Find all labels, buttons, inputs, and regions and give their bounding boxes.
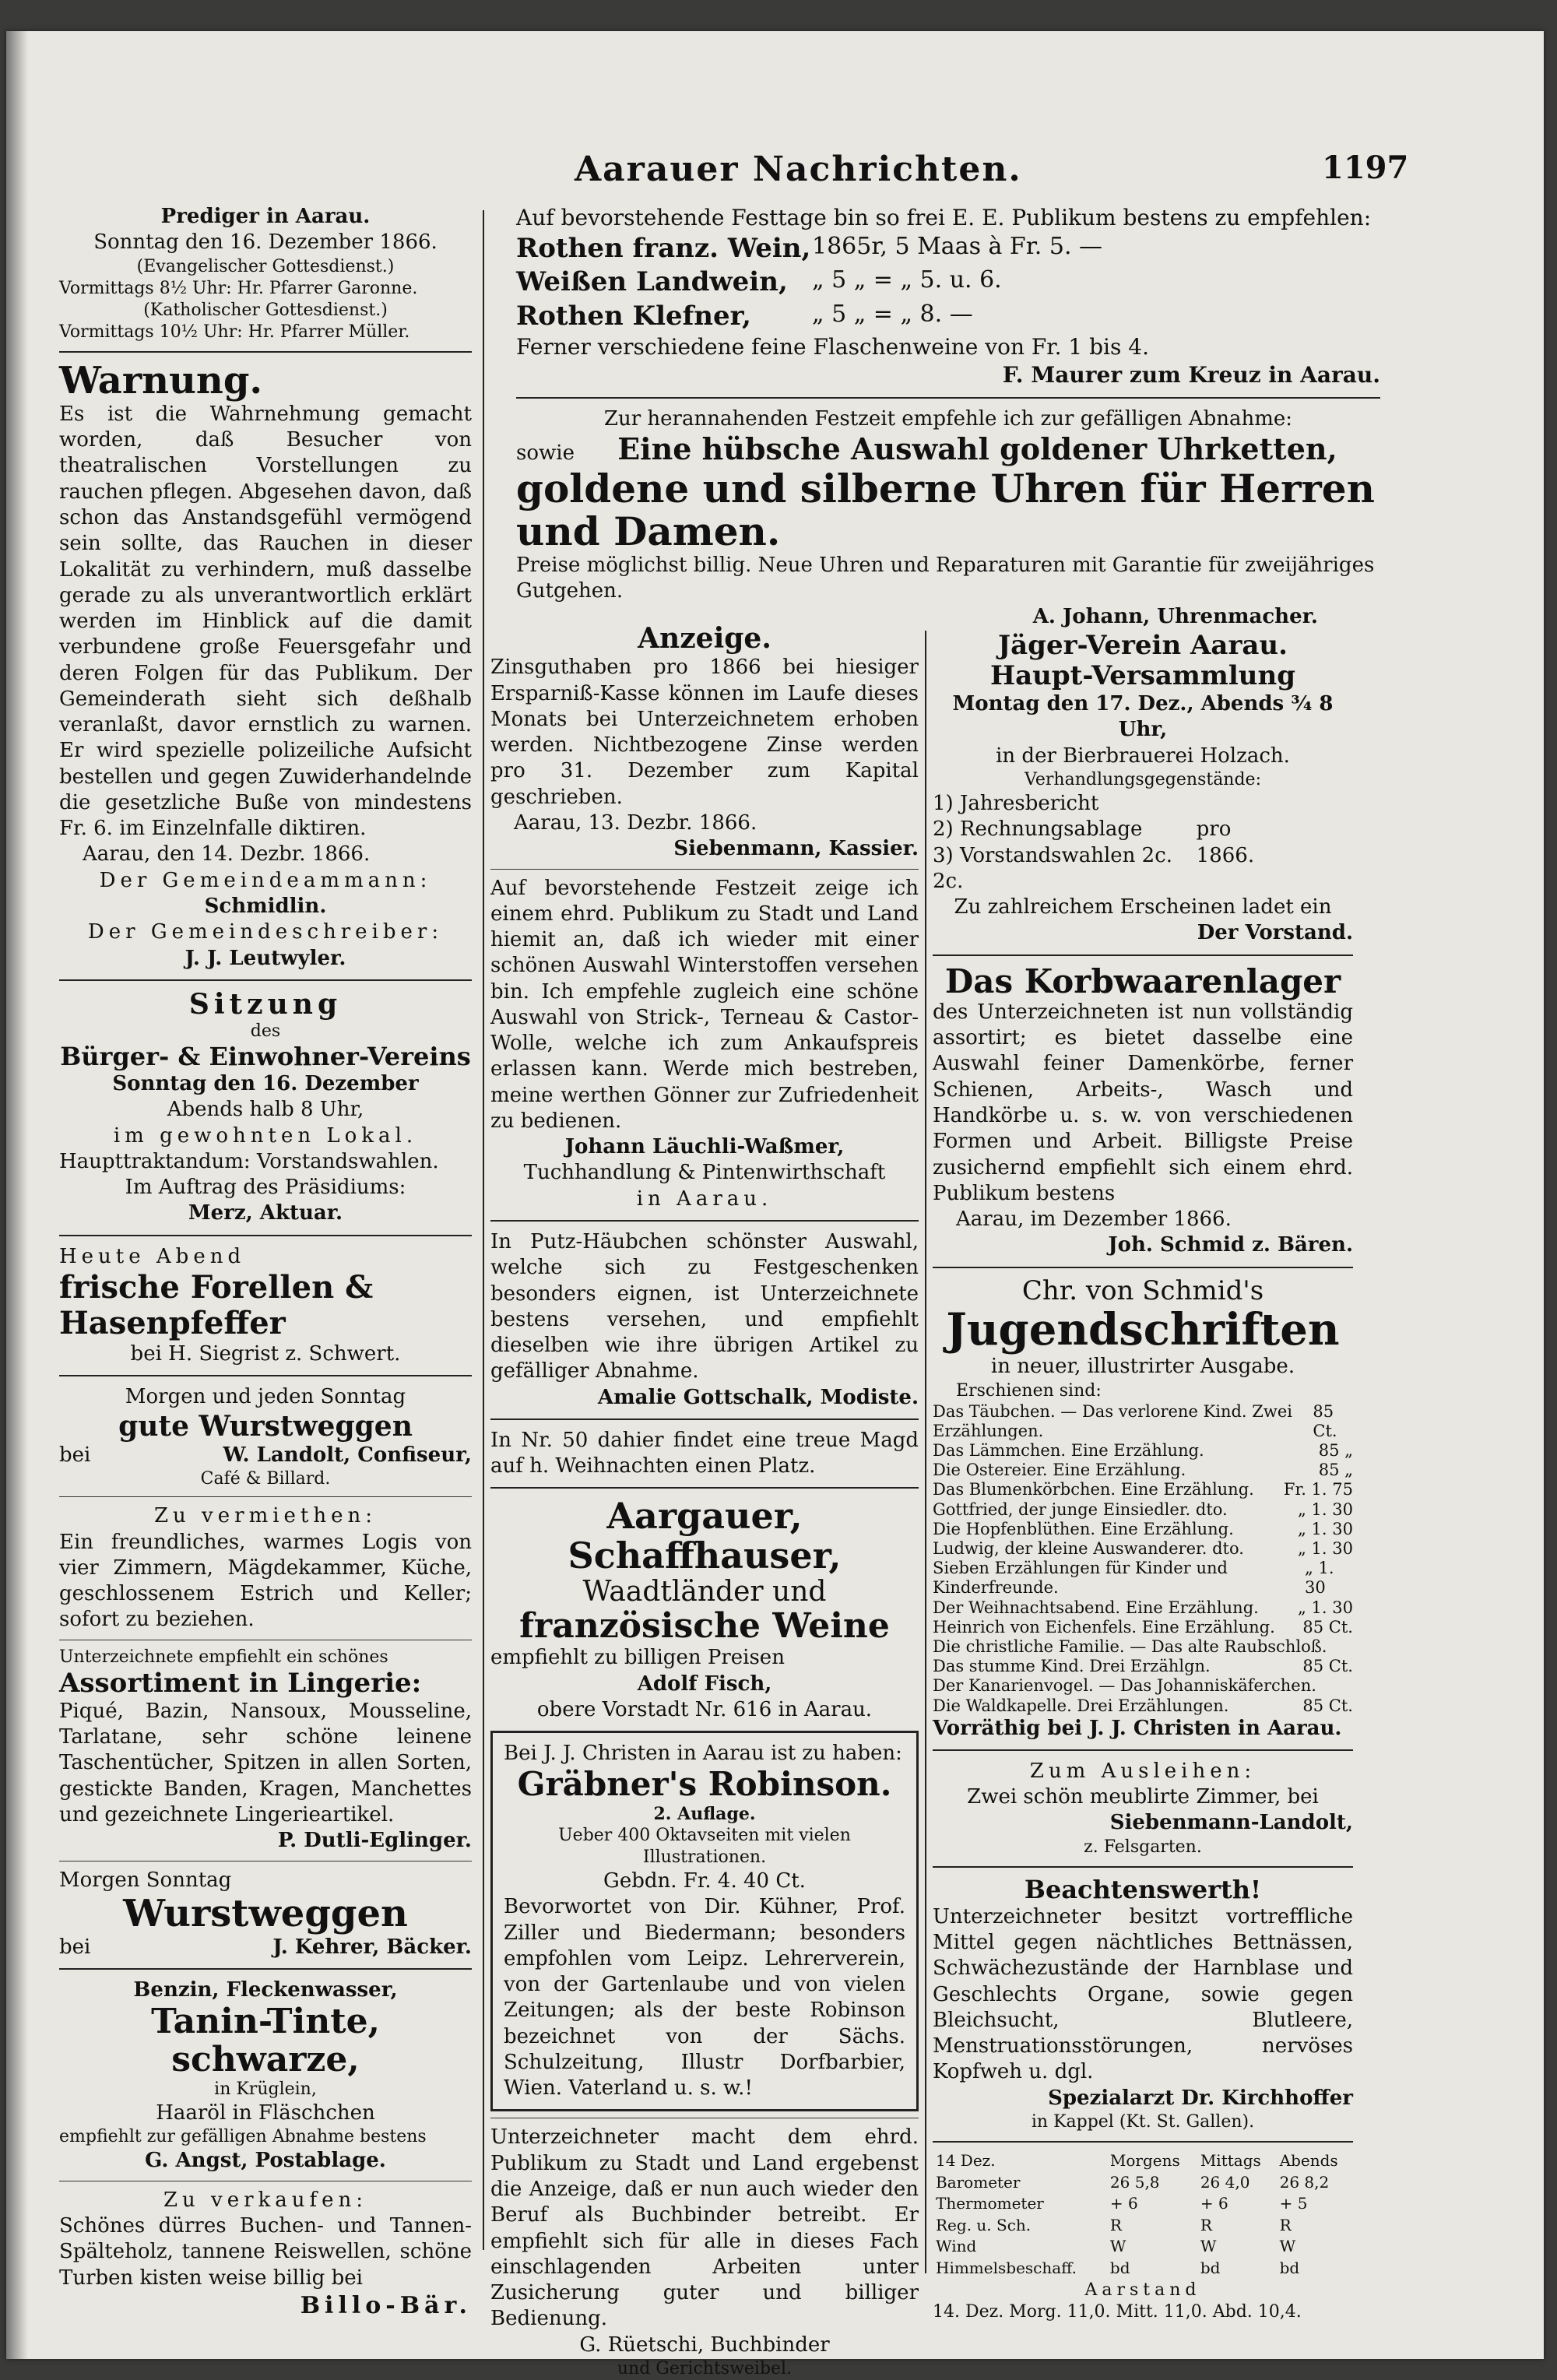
prediger-date: Sonntag den 16. Dezember 1866.	[93, 230, 438, 255]
weine-sign: Adolf Fisch,	[637, 1672, 772, 1696]
korb-date: Aarau, im Dezember 1866.	[956, 1208, 1232, 1232]
sitzung-date: Sonntag den 16. Dezember	[112, 1072, 419, 1096]
divider	[59, 1375, 472, 1376]
benzin-sign: G. Angst, Postablage.	[145, 2149, 386, 2173]
column-rule-1	[483, 210, 484, 2250]
forellen-heading: frische Forellen & Hasenpfeffer	[59, 1269, 374, 1341]
warnung-name1: Schmidlin.	[204, 895, 327, 918]
divider	[59, 1496, 472, 1497]
wein-sign: F. Maurer zum Kreuz in Aarau.	[1002, 362, 1380, 388]
wein-name: Rothen franz. Wein,	[516, 232, 811, 264]
divider	[490, 869, 919, 870]
benzin-line5: empfiehlt zur gefälligen Abnahme bestens	[59, 2127, 427, 2147]
anzeige-sign: Siebenmann, Kassier.	[673, 837, 919, 861]
divider	[59, 1968, 472, 1970]
table-row: Barometer 26 5,8 26 4,0 26 8,2	[936, 2172, 1330, 2192]
list-item: Gottfried, der junge Einsiedler. dto. „ 1. 30	[933, 1499, 1353, 1519]
jugend-erschienen: Erschienen sind:	[956, 1380, 1102, 1401]
lingerie-heading: Assortiment in Lingerie:	[59, 1667, 422, 1699]
jugend-sign: Vorräthig bei J. J. Christen in Aarau.	[933, 1716, 1342, 1740]
forellen-sign: bei H. Siegrist z. Schwert.	[130, 1342, 401, 1366]
uhren-intro: Zur herannahenden Festzeit empfehle ich zur gefälligen Abnahme:	[603, 407, 1293, 431]
list-item: Das stumme Kind. Drei Erzählgn. 85 Ct.	[933, 1657, 1353, 1676]
anzeige-heading: Anzeige.	[638, 622, 771, 655]
korb-text: des Unterzeichneten ist nun vollständig assortirt; es bietet dasselbe eine Auswahl feiner Damenkörbe, ferner Schienen, Arbeits-, Wasch und Handkörbe u. s. w. von verschiedenen Formen und Arbeit. Billigste Preise zusichernd empfiehlt sich einem ehrd. Publikum bestens	[933, 1000, 1353, 1205]
buchbinder-sign1: G. Rüetschi, Buchbinder	[579, 2333, 830, 2357]
jaeger-date: Montag den 17. Dez., Abends ¾ 8 Uhr,	[952, 692, 1334, 742]
jaeger-heading: Jäger-Verein Aarau.	[998, 630, 1288, 661]
wurst1-name: W. Landolt, Confiseur,	[223, 1443, 472, 1467]
sitzung-place: im gewohnten Lokal.	[113, 1123, 418, 1148]
weine-line2: Waadtländer und	[582, 1575, 827, 1608]
warnung-place-date: Aarau, den 14. Dezbr. 1866.	[83, 842, 371, 867]
beachtens-sign: Spezialarzt Dr. Kirchhoffer	[1048, 2086, 1353, 2110]
table-row: Wind W W W	[936, 2237, 1296, 2256]
wein-row	[516, 232, 1380, 266]
list-item: Die christliche Familie. — Das alte Raubschloß.	[933, 1636, 1327, 1656]
list-item: Das Lämmchen. Eine Erzählung. 85 „	[933, 1441, 1353, 1461]
weine-address: obere Vorstadt Nr. 616 in Aarau.	[536, 1697, 873, 1721]
benzin-line1: Benzin, Fleckenwasser,	[133, 1977, 398, 2002]
ausleihen-sign: Siebenmann-Landolt,	[1109, 1811, 1353, 1835]
list-item: Der Kanarienvogel. — Das Johanniskäferchen.	[933, 1676, 1316, 1696]
jaeger-topic: 3) Vorstandswahlen 2c. 2c.	[933, 843, 1173, 893]
wein-name: Weißen Landwein,	[516, 266, 788, 298]
robinson-heading: Gräbner's Robinson.	[517, 1765, 892, 1804]
warnung-role2: Der Gemeindeschreiber:	[87, 920, 444, 944]
benzin-heading: Tanin-Tinte, schwarze,	[151, 2002, 380, 2079]
wein-detail: „ 5 „ = „ 8. —	[812, 300, 973, 328]
sitzung-heading: Sitzung	[188, 987, 343, 1021]
jaeger-topic: 1) Jahresbericht	[933, 792, 1099, 816]
ausleihen-heading: Zum Ausleihen:	[1029, 1759, 1256, 1783]
divider	[490, 1487, 919, 1489]
warnung-name2: J. J. Leutwyler.	[185, 946, 346, 970]
jaeger-pro: pro 1866.	[1196, 817, 1255, 867]
list-item: Das Blumenkörbchen. Eine Erzählung. Fr. 1. 75	[933, 1480, 1353, 1499]
wurst1-bei: bei	[59, 1443, 91, 1467]
sitzung-verein: Bürger- & Einwohner-Vereins	[60, 1042, 471, 1072]
robinson-price: Gebdn. Fr. 4. 40 Ct.	[603, 1869, 806, 1893]
newspaper-title: Aarauer Nachrichten.	[575, 149, 1022, 189]
list-item: Das Täubchen. — Das verlorene Kind. Zwei Erzählungen. 85 Ct.	[933, 1401, 1337, 1440]
verkaufen-text: Schönes dürres Buchen- und Tannen-Spälteholz, tannene Reiswellen, schöne Turben kisten weise billig bei	[59, 2214, 472, 2290]
divider	[490, 1220, 919, 1222]
sitzung-des: des	[250, 1021, 281, 1042]
divider	[933, 954, 1353, 956]
laeuchli-sign2: Tuchhandlung & Pintenwirthschaft	[523, 1161, 886, 1185]
page-gutter	[6, 31, 28, 2359]
lingerie-text: Piqué, Bazin, Nansoux, Mousseline, Tarlatane, sehr schöne leinene Taschentücher, Spitzen in allen Sorten, gestickte Banden, Kragen, Manchettes und gezeichnete Lingerieartikel.	[59, 1699, 472, 1826]
warnung-role1: Der Gemeindeammann:	[99, 868, 432, 892]
weine-line4: empfiehlt zu billigen Preisen	[490, 1646, 785, 1670]
weather-footer: 14. Dez. Morg. 11,0. Mitt. 11,0. Abd. 10,4.	[933, 2301, 1302, 2322]
laeuchli-sign1: Johann Läuchli-Waßmer,	[564, 1135, 845, 1159]
wein-intro: Auf bevorstehende Festtage bin so frei E. E. Publikum bestens zu empfehlen:	[516, 205, 1372, 230]
uhren-sowie: sowie	[516, 441, 575, 466]
verkaufen-heading: Zu verkaufen:	[163, 2188, 368, 2212]
putz-text: In Putz-Häubchen schönster Auswahl, welche sich zu Festgeschenken besonders eignen, ist Unterzeichnete bestens versehen, und empfiehlt dieselben wie ihre übrigen Artikel zu gefälliger Abnahme.	[490, 1229, 919, 1383]
jaeger-topics-heading: Verhandlungsgegenstände:	[1025, 769, 1261, 789]
weine-line1: Aargauer, Schaffhauser,	[568, 1495, 842, 1577]
uhren-line2: goldene und silberne Uhren für Herren und Damen.	[516, 465, 1375, 554]
prediger-kath: (Katholischer Gottesdienst.)	[143, 300, 388, 320]
beachtens-heading: Beachtenswerth!	[1024, 1874, 1262, 1904]
lingerie-intro: Unterzeichnete empfiehlt ein schönes	[59, 1647, 388, 1667]
divider	[933, 2141, 1353, 2143]
wurst2-heading: Wurstweggen	[123, 1891, 408, 1935]
korb-sign: Joh. Schmid z. Bären.	[1108, 1233, 1353, 1257]
prediger-evang: (Evangelischer Gottesdienst.)	[136, 256, 395, 276]
prediger-evang-time: Vormittags 8½ Uhr: Hr. Pfarrer Garonne.	[59, 278, 418, 298]
warnung-heading: Warnung.	[59, 359, 263, 403]
page-number: 1197	[1322, 149, 1409, 186]
jugend-heading: Jugendschriften	[946, 1303, 1340, 1355]
korb-heading: Das Korbwaarenlager	[944, 961, 1341, 1000]
weather-table	[933, 2150, 1353, 2280]
ausleihen-text: Zwei schön meublirte Zimmer, bei	[967, 1785, 1319, 1809]
table-row: Thermometer + 6 + 6 + 5	[936, 2194, 1308, 2213]
wurst2-sign: J. Kehrer, Bäcker.	[272, 1935, 472, 1959]
list-item: Der Weihnachtsabend. Eine Erzählung. „ 1. 30	[933, 1598, 1353, 1617]
wein-detail: 1865r, 5 Maas à Fr. 5. —	[812, 232, 1103, 260]
warnung-text: Es ist die Wahrnehmung gemacht worden, daß Besucher von theatralischen Vorstellungen zu rauchen pflegen. Abgesehen davon, daß schon das Anstandsgefühl vermögend sein sollte, das Rauchen in dieser Lokalität zu verhindern, muß dasselbe gerade zu als unverantwortlich erklärt werden im Hinblick auf die damit verbundene große Feuersgefahr und deren Folgen für das Publikum. Der Gemeinderath sieht sich deßhalb veranlaßt, davor ernstlich zu warnen. Er wird spezielle polizeiliche Aufsicht bestellen und gegen Zuwiderhandelnde die gesetzliche Buße von mindestens Fr. 6. im Einzelnfalle diktiren.	[59, 402, 472, 841]
lingerie-sign: P. Dutli-Eglinger.	[277, 1829, 472, 1853]
jaeger-sign: Der Vorstand.	[1197, 921, 1353, 945]
wein-row	[516, 300, 1380, 334]
forellen-intro: Heute Abend	[59, 1244, 246, 1268]
sitzung-traktandum: Haupttraktandum: Vorstandswahlen.	[59, 1149, 439, 1173]
wurst2-intro: Morgen Sonntag	[59, 1868, 232, 1892]
jaeger-sub: Haupt-Versammlung	[989, 660, 1296, 692]
column-rule-2	[925, 631, 926, 2273]
list-item: Die Hopfenblüthen. Eine Erzählung. „ 1. 30	[933, 1519, 1353, 1538]
divider	[59, 979, 472, 981]
divider	[490, 1419, 919, 1420]
buchbinder-sign2: und Gerichtsweibel.	[617, 2358, 793, 2378]
jugend-sub: in neuer, illustrirter Ausgabe.	[990, 1355, 1295, 1379]
verkaufen-sign: Billo-Bär.	[300, 2291, 472, 2319]
column-1	[59, 204, 472, 2321]
magd-text: In Nr. 50 dahier findet eine treue Magd auf h. Weihnachten einen Platz.	[490, 1428, 919, 1478]
divider	[933, 1866, 1353, 1868]
wein-detail: „ 5 „ = „ 5. u. 6.	[812, 266, 1002, 294]
divider	[516, 397, 1380, 399]
benzin-line4: Haaröl in Fläschchen	[156, 2101, 375, 2125]
weather-aarstand: Aarstand	[1084, 2280, 1201, 2300]
benzin-line3: in Krüglein,	[214, 2079, 317, 2099]
list-item: Die Ostereier. Eine Erzählung. 85 „	[933, 1461, 1353, 1480]
uhren-line1: Eine hübsche Auswahl goldener Uhrketten,	[617, 431, 1337, 467]
weine-line3: französische Weine	[519, 1605, 890, 1646]
wurst1-heading: gute Wurstweggen	[118, 1409, 413, 1443]
jaeger-place: in der Bierbrauerei Holzach.	[996, 744, 1290, 768]
vermiethen-text: Ein freundliches, warmes Logis von vier Zimmern, Mägdekammer, Küche, geschlossenem Estrich und Keller; sofort zu beziehen.	[59, 1530, 472, 1632]
vermiethen-heading: Zu vermiethen:	[153, 1504, 378, 1528]
uhren-sign: A. Johann, Uhrenmacher.	[1032, 605, 1318, 629]
prediger-heading: Prediger in Aarau.	[160, 205, 371, 228]
robinson-text: Bevorwortet von Dir. Kühner, Prof. Ziller und Biedermann; besonders empfohlen vom Leipz. Lehrerverein, von der Gartenlaube und von vielen Zeitungen; als der beste Robinson bezeichnet von der Sächs. Schulzeitung, Illustr Dorfbarbier, Wien. Vaterland u. s. w.!	[504, 1895, 905, 2101]
divider	[933, 1749, 1353, 1751]
jaeger-topic: 2) Rechnungsablage	[933, 817, 1143, 842]
wein-name: Rothen Klefner,	[516, 300, 751, 332]
jugend-list	[933, 1402, 1353, 1716]
buchbinder-text: Unterzeichneter macht dem ehrd. Publikum zu Stadt und Land ergebenst die Anzeige, daß er nun auch wieder den Beruf als Buchbinder betreibt. Er empfiehlt sich für alle in dieses Fach einschlagenden Arbeiten unter Zusicherung guter und billiger Bedienung.	[490, 2125, 919, 2331]
list-item: Die Waldkapelle. Drei Erzählungen. 85 Ct.	[933, 1696, 1353, 1715]
beachtens-text: Unterzeichneter besitzt vortreffliche Mittel gegen nächtliches Bettnässen, Schwächezustände der Harnblase und Geschlechts Organe, sowie gegen Bleichsucht, Blutleere, Menstruationsstörungen, nervöses Kopfweh u. dgl.	[933, 1904, 1353, 2084]
page-header	[543, 149, 1409, 204]
table-row: 14 Dez. Morgens Mittags Abends	[936, 2150, 1338, 2170]
wurst2-bei: bei	[59, 1935, 91, 1959]
list-item: Ludwig, der kleine Auswanderer. dto. „ 1. 30	[933, 1539, 1353, 1558]
wein-row	[516, 265, 1380, 300]
uhren-text: Preise möglichst billig. Neue Uhren und Reparaturen mit Garantie für zweijähriges Gutgehen.	[516, 553, 1375, 603]
ausleihen-place: z. Felsgarten.	[1084, 1837, 1202, 1857]
robinson-desc: Ueber 400 Oktavseiten mit vielen Illustrationen.	[558, 1825, 851, 1867]
newspaper-page	[6, 31, 1544, 2378]
sitzung-sign: Merz, Aktuar.	[188, 1201, 343, 1225]
column-2	[490, 623, 919, 2380]
sitzung-time: Abends halb 8 Uhr,	[167, 1098, 364, 1122]
wurst1-place: Café & Billard.	[200, 1469, 331, 1489]
wurst1-intro: Morgen und jeden Sonntag	[125, 1385, 406, 1409]
laeuchli-sign3: in Aarau.	[636, 1186, 773, 1211]
table-row: Himmelsbeschaff. bd bd bd	[936, 2258, 1300, 2277]
putz-sign: Amalie Gottschalk, Modiste.	[597, 1385, 919, 1409]
jugend-line1: Chr. von Schmid's	[1021, 1274, 1264, 1306]
divider	[933, 1267, 1353, 1268]
jaeger-invite: Zu zahlreichem Erscheinen ladet ein	[954, 895, 1332, 919]
top-block	[516, 204, 1380, 630]
robinson-intro: Bei J. J. Christen in Aarau ist zu haben:	[504, 1742, 902, 1766]
divider	[59, 1235, 472, 1236]
list-item: Sieben Erzählungen für Kinder und Kinderfreunde. „ 1. 30	[933, 1559, 1334, 1598]
wein-ferner: Ferner verschiedene feine Flaschenweine von Fr. 1 bis 4.	[516, 334, 1149, 360]
column-3	[933, 631, 1353, 2323]
prediger-kath-time: Vormittags 10½ Uhr: Hr. Pfarrer Müller.	[59, 322, 410, 342]
list-item: Heinrich von Eichenfels. Eine Erzählung. 85 Ct.	[933, 1617, 1353, 1636]
divider	[59, 351, 472, 353]
anzeige-text: Zinsguthaben pro 1866 bei hiesiger Ersparniß-Kasse können im Laufe dieses Monats bei Unterzeichnetem erhoben werden. Nichtbezogene Zinse werden pro 31. Dezember zum Kapital geschrieben.	[490, 656, 919, 809]
table-row: Reg. u. Sch. R R R	[936, 2215, 1292, 2234]
anzeige-date: Aarau, 13. Dezbr. 1866.	[514, 810, 757, 835]
sitzung-auftrag: Im Auftrag des Präsidiums:	[125, 1176, 406, 1200]
robinson-box	[490, 1731, 919, 2111]
laeuchli-text: Auf bevorstehende Festzeit zeige ich einem ehrd. Publikum zu Stadt und Land hiemit an, daß ich wieder mit einer schönen Auswahl Winterstoffen versehen bin. Ich empfehle zugleich eine schöne Auswahl von Strick-, Terneau & Castor-Wolle, welche ich zum Ankaufspreis erlassen kann. Werde mich bestreben, meine werthen Gönner zur Zufriedenheit zu bedienen.	[490, 876, 919, 1133]
robinson-edition: 2. Auflage.	[653, 1803, 756, 1824]
beachtens-place: in Kappel (Kt. St. Gallen).	[1031, 2111, 1255, 2132]
